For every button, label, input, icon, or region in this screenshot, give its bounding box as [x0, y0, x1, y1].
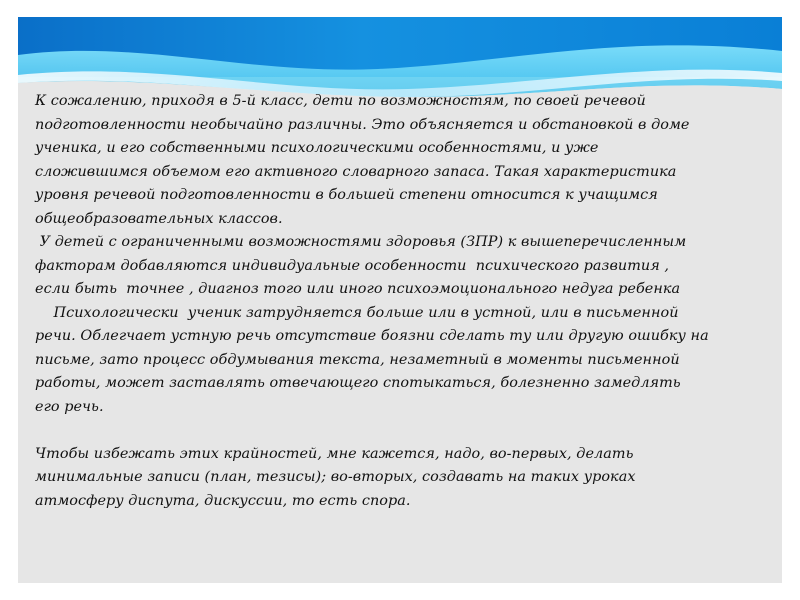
paragraph-conclusion	[35, 443, 770, 514]
paragraph-intro	[35, 90, 770, 231]
text-line: работы, может заставлять отвечающего спотыкаться, болезненно замедлять	[35, 375, 681, 391]
text-line: сложившимся объемом его активного словарного запаса. Такая характеристика	[35, 163, 677, 180]
text-line: подготовленности необычайно различны. Это объясняется и обстановкой в доме	[35, 116, 690, 133]
slide-frame	[18, 17, 782, 583]
text-line: уровня речевой подготовленности в большей степени относится к учащимся	[35, 187, 658, 203]
text-line: У детей с ограниченными возможностями здоровья (ЗПР) к вышеперечисленным	[35, 234, 687, 250]
text-line: факторам добавляются индивидуальные особенности психического развития ,	[35, 257, 670, 274]
text-line: письме, зато процесс обдумывания текста, незаметный в моменты письменной	[35, 351, 680, 368]
text-line: общеобразовательных классов.	[35, 210, 283, 227]
text-line: ученика, и его собственными психологическими особенностями, и уже	[35, 140, 599, 156]
text-line: речи. Облегчает устную речь отсутствие боязни сделать ту или другую ошибку на	[35, 328, 709, 344]
text-line: К сожалению, приходя в 5-й класс, дети по возможностям, по своей речевой	[35, 93, 646, 109]
paragraph-zpr	[35, 231, 770, 302]
paragraph-psychology	[35, 302, 770, 420]
text-line: атмосферу диспута, дискуссии, то есть спора.	[35, 492, 411, 509]
slide-text-body	[35, 90, 770, 513]
paragraph-gap	[35, 419, 770, 443]
text-line: минимальные записи (план, тезисы); во-вторых, создавать на таких уроках	[35, 469, 636, 485]
text-line: если быть точнее , диагноз того или иного психоэмоционального недуга ребенка	[35, 281, 681, 297]
text-line: Чтобы избежать этих крайностей, мне кажется, надо, во-первых, делать	[35, 445, 634, 462]
text-line: Психологически ученик затрудняется больше или в устной, или в письменной	[35, 304, 679, 321]
text-line: его речь.	[35, 398, 104, 415]
